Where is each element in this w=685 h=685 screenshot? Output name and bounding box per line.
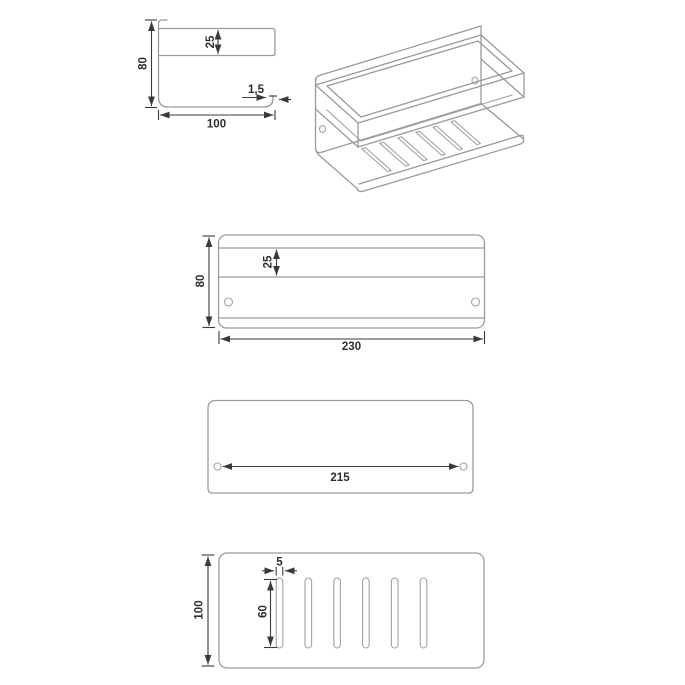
iso-rim-lower-front (358, 97, 524, 147)
front-hole-left (225, 298, 233, 306)
front-outline (219, 235, 485, 328)
iso-rim-inner-bottom-left (327, 110, 361, 141)
view-top (194, 553, 485, 668)
slot-width-label: 5 (276, 556, 283, 569)
front-height-label: 80 (195, 274, 207, 288)
iso-slot-5 (433, 126, 462, 150)
iso-rim-outer (316, 35, 525, 123)
iso-back-panel-left-bottom (316, 79, 482, 153)
side-height-label: 80 (137, 57, 150, 70)
iso-slot-2 (380, 142, 409, 166)
top-slot-6 (420, 578, 427, 648)
top-slot-3 (334, 578, 341, 648)
iso-slot-4 (416, 131, 445, 155)
back-panel-hole-right (460, 463, 467, 470)
iso-slot-6 (451, 121, 480, 145)
iso-rim-inner-bottom-front (361, 95, 512, 141)
slot-length-label: 60 (257, 605, 270, 618)
side-profile-flange (159, 29, 275, 56)
iso-back-panel-top (316, 26, 481, 80)
iso-mount-hole-left (320, 126, 326, 133)
top-slot-1 (276, 578, 283, 648)
front-flange-label: 25 (262, 255, 275, 269)
back-panel-hole-left (214, 463, 221, 470)
top-slot-4 (363, 578, 370, 648)
iso-slot-1 (362, 148, 391, 172)
view-side-profile (138, 20, 292, 131)
front-hole-right (472, 298, 480, 306)
side-flange-label: 25 (205, 35, 217, 49)
view-back-panel (208, 401, 473, 494)
top-depth-label: 100 (193, 600, 206, 620)
iso-slot-3 (398, 137, 427, 161)
view-isometric (316, 26, 525, 192)
iso-shelf-left-edge (316, 150, 357, 188)
top-slot-5 (391, 578, 398, 648)
iso-shelf-front-lip-bottom (357, 139, 524, 192)
iso-rim-lower-left (316, 109, 359, 147)
iso-shelf-right-edge (481, 104, 524, 140)
side-depth-label: 100 (206, 118, 227, 131)
side-thickness-label: 1,5 (248, 84, 264, 96)
hole-spacing-label: 215 (330, 472, 350, 484)
front-width-label: 230 (341, 341, 362, 353)
top-slot-2 (305, 578, 312, 648)
view-front (195, 235, 485, 353)
